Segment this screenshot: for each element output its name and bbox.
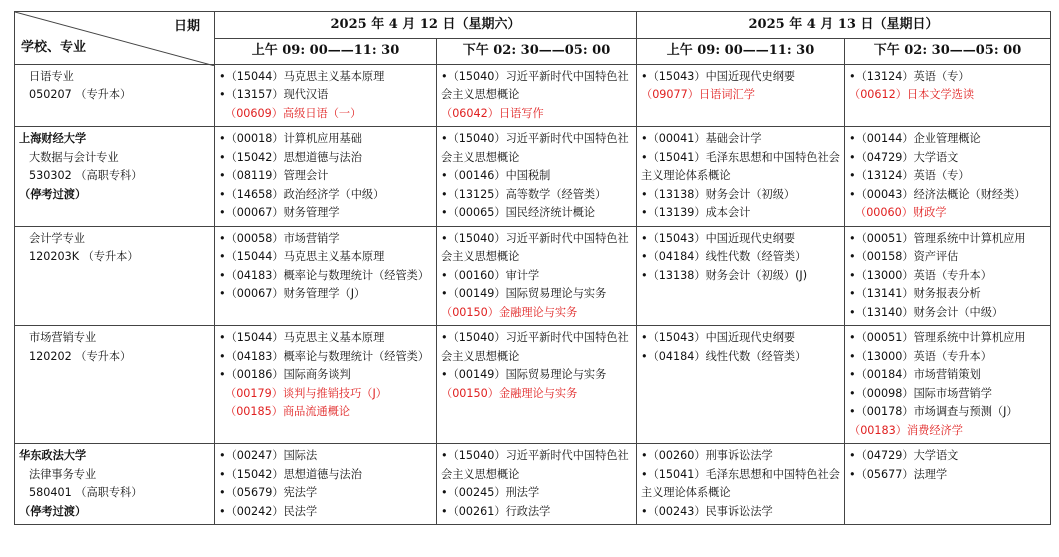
- course-item: •（00184）市场营销策划: [849, 368, 981, 381]
- exam-cell: [845, 127, 1051, 227]
- major-line: 530302 （高职专科）: [29, 169, 143, 182]
- exam-cell: [215, 444, 437, 525]
- course-item: •（13000）英语（专升本）: [849, 268, 992, 282]
- table-row: [15, 127, 1051, 227]
- course-item: （00150）金融理论与实务: [441, 386, 578, 400]
- major-line: 市场营销专业: [29, 331, 97, 344]
- exam-cell: [215, 326, 437, 444]
- major-line: 法律事务专业: [29, 467, 97, 481]
- exam-cell: [437, 226, 637, 326]
- course-item: •（04184）线性代数（经管类）: [641, 250, 807, 263]
- course-item: •（00149）国际贸易理论与实务: [441, 368, 607, 381]
- course-item: •（05677）法理学: [849, 467, 948, 481]
- course-item: •（00098）国际市场营销学: [849, 386, 992, 400]
- session-header-2: 下午 02: 30——05: 00: [437, 39, 637, 65]
- exam-cell: [637, 127, 845, 227]
- table-row: [15, 226, 1051, 326]
- major-line: 120202 （专升本）: [29, 349, 132, 363]
- schedule-table: [14, 11, 1051, 525]
- exam-cell: [637, 226, 845, 326]
- major-info-cell: [15, 127, 215, 227]
- course-item: •（00242）民法学: [219, 504, 318, 518]
- school-name: 上海财经大学: [19, 132, 87, 145]
- major-line: 580401 （高职专科）: [29, 486, 143, 499]
- exam-cell: [215, 64, 437, 127]
- course-item: •（15043）中国近现代史纲要: [641, 331, 796, 344]
- course-item: •（00065）国民经济统计概论: [441, 206, 596, 219]
- course-item: •（13157）现代汉语: [219, 88, 329, 101]
- course-item: •（05679）宪法学: [219, 486, 318, 499]
- course-item: •（00043）经济法概论（财经类）: [849, 187, 1026, 201]
- school-name: 华东政法大学: [19, 449, 87, 462]
- course-item: （00609）高级日语（一）: [225, 106, 362, 120]
- corner-school-label: 学校、专业: [21, 40, 87, 55]
- major-line: 会计学专业: [29, 231, 85, 245]
- major-info-cell: [15, 326, 215, 444]
- course-item: •（13141）财务报表分析: [849, 287, 981, 300]
- major-line: 050207 （专升本）: [29, 88, 132, 101]
- course-item: •（15040）习近平新时代中国特色社会主义思想概论: [441, 69, 629, 101]
- course-item: （06042）日语写作: [441, 106, 544, 120]
- course-item: •（15040）习近平新时代中国特色社会主义思想概论: [441, 132, 629, 164]
- course-item: •（15040）习近平新时代中国特色社会主义思想概论: [441, 231, 629, 263]
- course-item: •（08119）管理会计: [219, 169, 329, 182]
- course-item: •（00067）财务管理学: [219, 206, 340, 219]
- course-item: （09077）日语词汇学: [641, 88, 755, 101]
- course-item: •（00018）计算机应用基础: [219, 132, 362, 145]
- major-line: 大数据与会计专业: [29, 150, 119, 164]
- course-item: •（13138）财务会计（初级）(J): [641, 268, 808, 282]
- exam-cell: [437, 326, 637, 444]
- session-header-3: 上午 09: 00——11: 30: [637, 39, 845, 65]
- course-item: •（13140）财务会计（中级）: [849, 305, 1004, 319]
- exam-schedule: [14, 11, 1051, 525]
- course-item: •（15044）马克思主义基本原理: [219, 250, 385, 263]
- course-item: （00185）商品流通概论: [225, 405, 351, 418]
- course-item: •（13000）英语（专升本）: [849, 349, 992, 363]
- date-header-2: 2025 年 4 月 13 日（星期日）: [637, 12, 1051, 39]
- course-item: •（00245）刑法学: [441, 486, 540, 499]
- exam-cell: [845, 64, 1051, 127]
- course-item: •（13124）英语（专）: [849, 169, 970, 182]
- exam-cell: [437, 444, 637, 525]
- session-header-4: 下午 02: 30——05: 00: [845, 39, 1051, 65]
- course-item: •（13125）高等数学（经管类）: [441, 187, 607, 201]
- course-item: •（15040）习近平新时代中国特色社会主义思想概论: [441, 331, 629, 363]
- course-item: •（00149）国际贸易理论与实务: [441, 287, 607, 300]
- course-item: •（00144）企业管理概论: [849, 132, 981, 145]
- exam-cell: [845, 226, 1051, 326]
- course-item: •（15043）中国近现代史纲要: [641, 231, 796, 245]
- course-item: •（15040）习近平新时代中国特色社会主义思想概论: [441, 449, 629, 481]
- table-row: [15, 64, 1051, 127]
- course-item: •（15042）思想道德与法治: [219, 150, 362, 164]
- table-row: [15, 444, 1051, 525]
- exam-cell: [845, 326, 1051, 444]
- corner-header: [15, 12, 215, 65]
- course-item: •（13139）成本会计: [641, 206, 751, 219]
- course-item: •（15041）毛泽东思想和中国特色社会主义理论体系概论: [641, 150, 840, 182]
- course-item: •（00243）民事诉讼法学: [641, 504, 773, 518]
- school-name: （停考过渡）: [19, 187, 87, 201]
- course-item: •（00067）财务管理学（J）: [219, 287, 366, 300]
- major-line: 120203K （专升本）: [29, 250, 139, 263]
- corner-date-label: 日期: [173, 19, 200, 34]
- course-item: •（04184）线性代数（经管类）: [641, 349, 807, 363]
- course-item: •（00058）市场营销学: [219, 231, 340, 245]
- course-item: •（15044）马克思主义基本原理: [219, 331, 385, 344]
- major-info-cell: [15, 64, 215, 127]
- table-row: [15, 326, 1051, 444]
- session-header-1: 上午 09: 00——11: 30: [215, 39, 437, 65]
- exam-cell: [437, 127, 637, 227]
- course-item: •（00051）管理系统中计算机应用: [849, 331, 1026, 344]
- course-item: （00612）日本文学选读: [849, 88, 975, 101]
- course-item: •（00178）市场调查与预测（J）: [849, 405, 1018, 418]
- course-item: •（13138）财务会计（初级）: [641, 187, 796, 201]
- course-item: （00150）金融理论与实务: [441, 305, 578, 319]
- course-item: •（00158）资产评估: [849, 250, 959, 263]
- school-name: （停考过渡）: [19, 504, 87, 518]
- course-item: •（15041）毛泽东思想和中国特色社会主义理论体系概论: [641, 467, 840, 499]
- schedule-body: [15, 64, 1051, 525]
- date-header-1: 2025 年 4 月 12 日（星期六）: [215, 12, 637, 39]
- exam-cell: [845, 444, 1051, 525]
- course-item: •（04729）大学语文: [849, 449, 959, 462]
- course-item: •（15044）马克思主义基本原理: [219, 69, 385, 83]
- course-item: •（15043）中国近现代史纲要: [641, 69, 796, 83]
- course-item: •（00160）审计学: [441, 268, 540, 282]
- course-item: •（00261）行政法学: [441, 504, 551, 518]
- course-item: •（00247）国际法: [219, 449, 318, 462]
- course-item: •（04183）概率论与数理统计（经管类）: [219, 268, 430, 282]
- exam-cell: [437, 64, 637, 127]
- major-line: 日语专业: [29, 69, 74, 83]
- exam-cell: [637, 326, 845, 444]
- course-item: •（00041）基础会计学: [641, 132, 762, 145]
- course-item: （00060）财政学: [855, 206, 947, 219]
- course-item: •（00051）管理系统中计算机应用: [849, 231, 1026, 245]
- exam-cell: [215, 226, 437, 326]
- course-item: •（00146）中国税制: [441, 169, 551, 182]
- exam-cell: [215, 127, 437, 227]
- course-item: •（04183）概率论与数理统计（经管类）: [219, 349, 430, 363]
- course-item: •（00186）国际商务谈判: [219, 368, 351, 381]
- major-info-cell: [15, 226, 215, 326]
- course-item: •（00260）刑事诉讼法学: [641, 449, 773, 462]
- course-item: •（15042）思想道德与法治: [219, 467, 362, 481]
- major-info-cell: [15, 444, 215, 525]
- course-item: （00179）谈判与推销技巧（J）: [225, 386, 387, 400]
- course-item: •（13124）英语（专）: [849, 69, 970, 83]
- exam-cell: [637, 64, 845, 127]
- course-item: •（04729）大学语文: [849, 150, 959, 164]
- course-item: •（14658）政治经济学（中级）: [219, 187, 385, 201]
- course-item: （00183）消费经济学: [849, 423, 963, 437]
- exam-cell: [637, 444, 845, 525]
